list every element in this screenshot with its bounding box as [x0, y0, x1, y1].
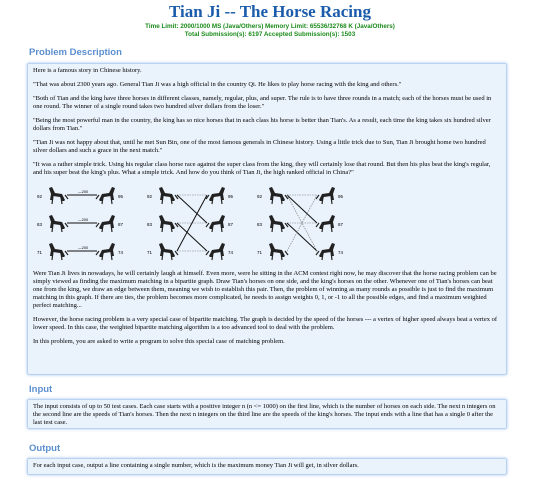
description-heading: Problem Description — [29, 47, 122, 58]
tian-speed-label: 92 — [257, 194, 263, 199]
matching-edge — [177, 195, 207, 223]
tian-horse-icon — [49, 187, 68, 204]
tian-horse-icon — [269, 215, 288, 232]
submissions-line: Total Submission(s): 6197 Accepted Submission(s): 1503 — [184, 31, 356, 38]
edge-label: —200 — [78, 218, 89, 222]
matching-diagram — [33, 182, 351, 262]
tian-speed-label: 83 — [37, 222, 43, 227]
king-speed-label: 95 — [338, 194, 344, 199]
page-title: Tian Ji -- The Horse Racing — [169, 2, 371, 21]
tian-horse-icon — [49, 243, 68, 260]
description-panel — [27, 63, 507, 375]
king-speed-label: 95 — [118, 194, 124, 199]
king-horse-icon — [316, 243, 335, 260]
king-speed-label: 87 — [118, 222, 124, 227]
output-heading: Output — [29, 443, 61, 454]
tian-speed-label: 83 — [147, 222, 153, 227]
king-speed-label: 87 — [338, 222, 344, 227]
desc-paragraph: "That was about 2300 years ago. General Tian Ji was a high official in the country Qi. He likes to play horse racing with the king and others." — [33, 81, 402, 88]
output-text: For each input case, output a line containing a single number, which is the maximum money Tian Ji will get, in silver dollars. — [33, 462, 359, 469]
king-horse-icon — [96, 187, 115, 204]
king-horse-icon — [206, 243, 225, 260]
input-text: The input consists of up to 50 test cases. Each case starts with a positive integer n (n <= 1000) on the first line, which is the number of horses on each side. The next n integers on the second line are the speeds of Tian's horses. Then the next n integers on the third line are the speeds of the king's horses. The input ends with a line that has a single 0 after the last test case. — [33, 403, 496, 426]
king-speed-label: 95 — [228, 194, 234, 199]
tian-horse-icon — [159, 187, 178, 204]
horse-racing-figure — [33, 182, 501, 262]
tian-speed-label: 71 — [147, 250, 153, 255]
desc-paragraph: "Tian Ji was not happy about that, until he met Sun Bin, one of the most famous generals in Chinese history. Using a little trick due to Sun, Tian Ji brought home two hundred silver dollars and such a grace in the next match." — [33, 139, 486, 154]
tian-speed-label: 92 — [37, 194, 43, 199]
matching-edge — [177, 223, 207, 251]
edge-label: —200 — [78, 246, 89, 250]
desc-paragraph: "Being the most powerful man in the country, the king has so nice horses that in each class his horse is better than Tian's. As a result, each time the king takes six hundred silver dollars from Tian." — [33, 117, 491, 132]
desc-paragraph: "Both of Tian and the king have three horses in different classes, namely, regular, plus, and super. The rule is to have three rounds in a match; each of the horses must be used in one round. The winner of a single round takes two hundred silver dollars from the loser." — [33, 95, 492, 110]
tian-speed-label: 71 — [37, 250, 43, 255]
tian-horse-icon — [159, 243, 178, 260]
king-horse-icon — [96, 215, 115, 232]
desc-paragraph: "It was a rather simple trick. Using his regular class horse race against the super class from the king, they will certainly lose that round. But then his plus beat the king's regular, and his super beat the king's plus. What a simple trick. And how do you think of Tian Ji, the high ranked official in China?" — [33, 161, 491, 176]
king-horse-icon — [316, 187, 335, 204]
input-heading: Input — [29, 384, 53, 395]
king-speed-label: 87 — [228, 222, 234, 227]
tian-speed-label: 92 — [147, 194, 153, 199]
limits-line: Time Limit: 2000/1000 MS (Java/Others) Memory Limit: 65536/32768 K (Java/Others) — [145, 23, 395, 30]
king-horse-icon — [206, 187, 225, 204]
matching-edge — [287, 223, 317, 251]
king-horse-icon — [206, 215, 225, 232]
king-speed-label: 74 — [228, 250, 234, 255]
matching-edge — [287, 195, 317, 223]
tian-speed-label: 83 — [257, 222, 263, 227]
tian-horse-icon — [269, 187, 288, 204]
input-panel — [27, 399, 507, 429]
tian-horse-icon — [269, 243, 288, 260]
tian-horse-icon — [49, 215, 68, 232]
king-speed-label: 74 — [338, 250, 344, 255]
king-horse-icon — [316, 215, 335, 232]
desc-paragraph: Here is a famous story in Chinese history. — [33, 67, 142, 74]
tian-speed-label: 71 — [257, 250, 263, 255]
edge-label: —200 — [78, 190, 89, 194]
desc-paragraph: In this problem, you are asked to write a program to solve this special case of matching problem. — [33, 338, 285, 345]
desc-paragraph: Were Tian Ji lives in nowadays, he will certainly laugh at himself. Even more, were he sitting in the ACM contest right now, he may discover that the horse racing problem can be simply viewed as finding the maximum matching in a bipartite graph. Draw Tian's horses on one side, and the king's horses on the other. Whenever one of Tian's horses can beat one from the king, we draw an edge between them, meaning we wish to establish this pair. Then, the problem of winning as many rounds as possible is just to find the maximum matching in this graph. If there are ties, the problem becomes more complicated, he needs to assign weights 0, 1, or -1 to all the possible edges, and find a maximum weighted perfect matching... — [33, 270, 497, 309]
desc-paragraph: However, the horse racing problem is a very special case of bipartite matching. The graph is decided by the speed of the horses --- a vertex of higher speed always beat a vertex of lower speed. In this case, the weighted bipartite matching algorithm is a too advanced tool to deal with the problem. — [33, 316, 498, 331]
king-horse-icon — [96, 243, 115, 260]
king-speed-label: 74 — [118, 250, 124, 255]
tian-horse-icon — [159, 215, 178, 232]
output-panel — [27, 458, 507, 475]
